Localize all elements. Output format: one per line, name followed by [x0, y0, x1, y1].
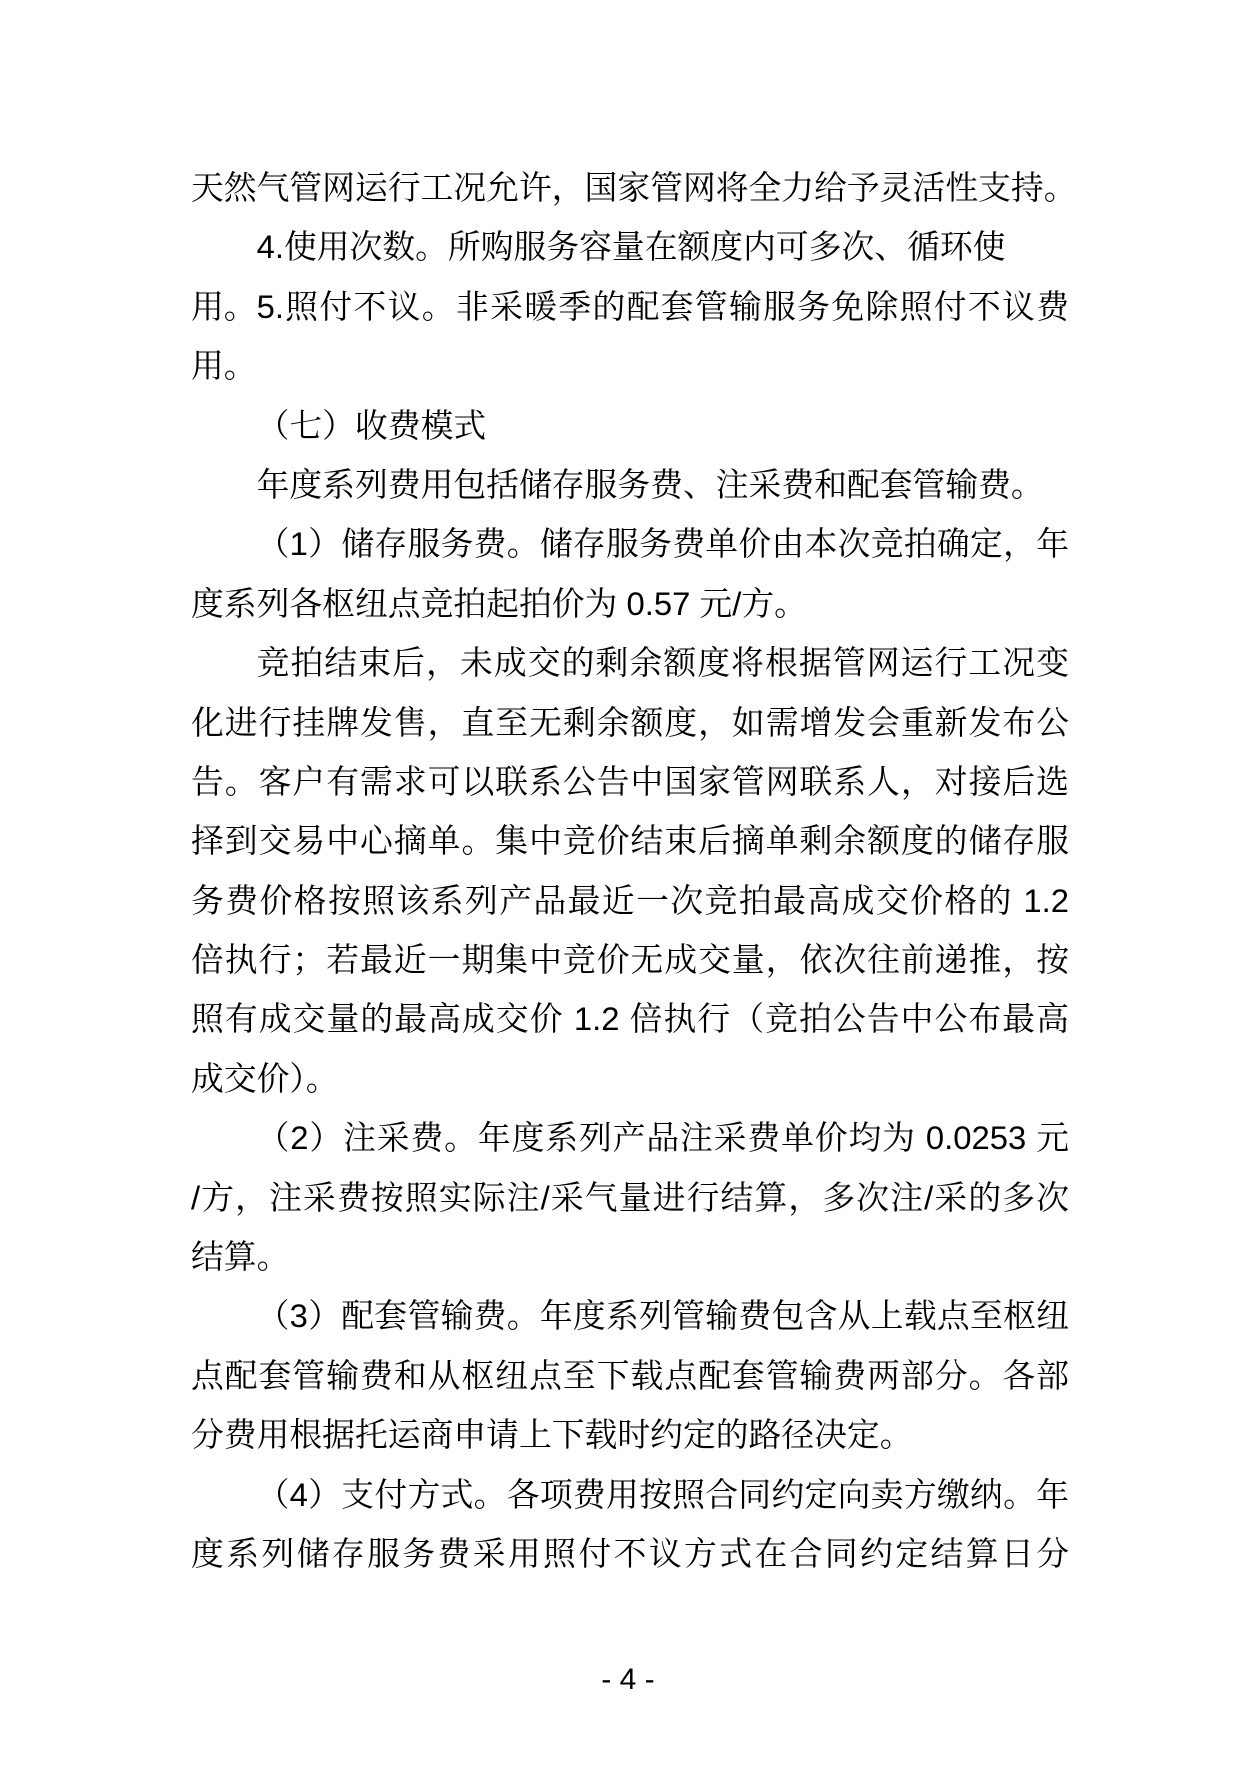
text-line: 4.使用次数。所购服务容量在额度内可多次、循环使用。 — [191, 228, 1006, 325]
text-line: （1）储存服务费。储存服务费单价由本次竞拍确定，年 — [256, 525, 1069, 563]
paragraph — [191, 277, 1069, 396]
text-line: /方，注采费按照实际注/采气量进行结算，多次注/采的多次 — [191, 1178, 1069, 1216]
text-line: （3）配套管输费。年度系列管输费包含从上载点至枢纽 — [256, 1297, 1069, 1335]
text-line: 度系列储存服务费采用照付不议方式在合同约定结算日分 — [191, 1534, 1069, 1572]
text-line: （2）注采费。年度系列产品注采费单价均为 0.0253 元 — [256, 1119, 1069, 1157]
paragraph — [191, 158, 1077, 217]
paragraph — [191, 514, 1069, 633]
text-line: 天然气管网运行工况允许，国家管网将全力给予灵活性支持。 — [191, 169, 1077, 206]
text-line: 度系列各枢纽点竞拍起拍价为 0.57 元/方。 — [191, 584, 807, 622]
text-line: 5.照付不议。非采暖季的配套管输服务免除照付不议费 — [256, 287, 1069, 325]
text-line: 结算。 — [191, 1238, 290, 1276]
paragraph — [191, 1465, 1069, 1584]
text-line: （七）收费模式 — [256, 406, 487, 444]
page-number: - 4 - — [601, 1663, 655, 1696]
text-line: 分费用根据托运商申请上下载时约定的路径决定。 — [191, 1416, 913, 1454]
paragraph — [191, 455, 1069, 514]
text-line: 化进行挂牌发售，直至无剩余额度，如需增发会重新发布公 — [191, 703, 1069, 741]
text-line: 竞拍结束后，未成交的剩余额度将根据管网运行工况变 — [256, 644, 1069, 682]
text-line: 成交价）。 — [191, 1059, 339, 1097]
body-text — [191, 158, 1077, 1583]
text-line: 告。客户有需求可以联系公告中国家管网联系人，对接后选 — [191, 762, 1069, 800]
text-line: 年度系列费用包括储存服务费、注采费和配套管输费。 — [256, 465, 1044, 503]
paragraph — [191, 1286, 1069, 1464]
text-line: 务费价格按照该系列产品最近一次竞拍最高成交价格的 1.2 — [191, 881, 1069, 919]
text-line: 用。 — [191, 347, 257, 385]
section-heading — [191, 396, 1069, 455]
text-line: 照有成交量的最高成交价 1.2 倍执行（竞拍公告中公布最高 — [191, 1000, 1069, 1038]
text-line: 择到交易中心摘单。集中竞价结束后摘单剩余额度的储存服 — [191, 822, 1069, 860]
text-line: 倍执行；若最近一期集中竞价无成交量，依次往前递推，按 — [191, 941, 1069, 979]
paragraph — [191, 633, 1069, 1108]
text-line: （4）支付方式。各项费用按照合同约定向卖方缴纳。年 — [256, 1475, 1069, 1513]
text-line: 点配套管输费和从枢纽点至下载点配套管输费两部分。各部 — [191, 1356, 1069, 1394]
paragraph — [191, 1108, 1069, 1286]
